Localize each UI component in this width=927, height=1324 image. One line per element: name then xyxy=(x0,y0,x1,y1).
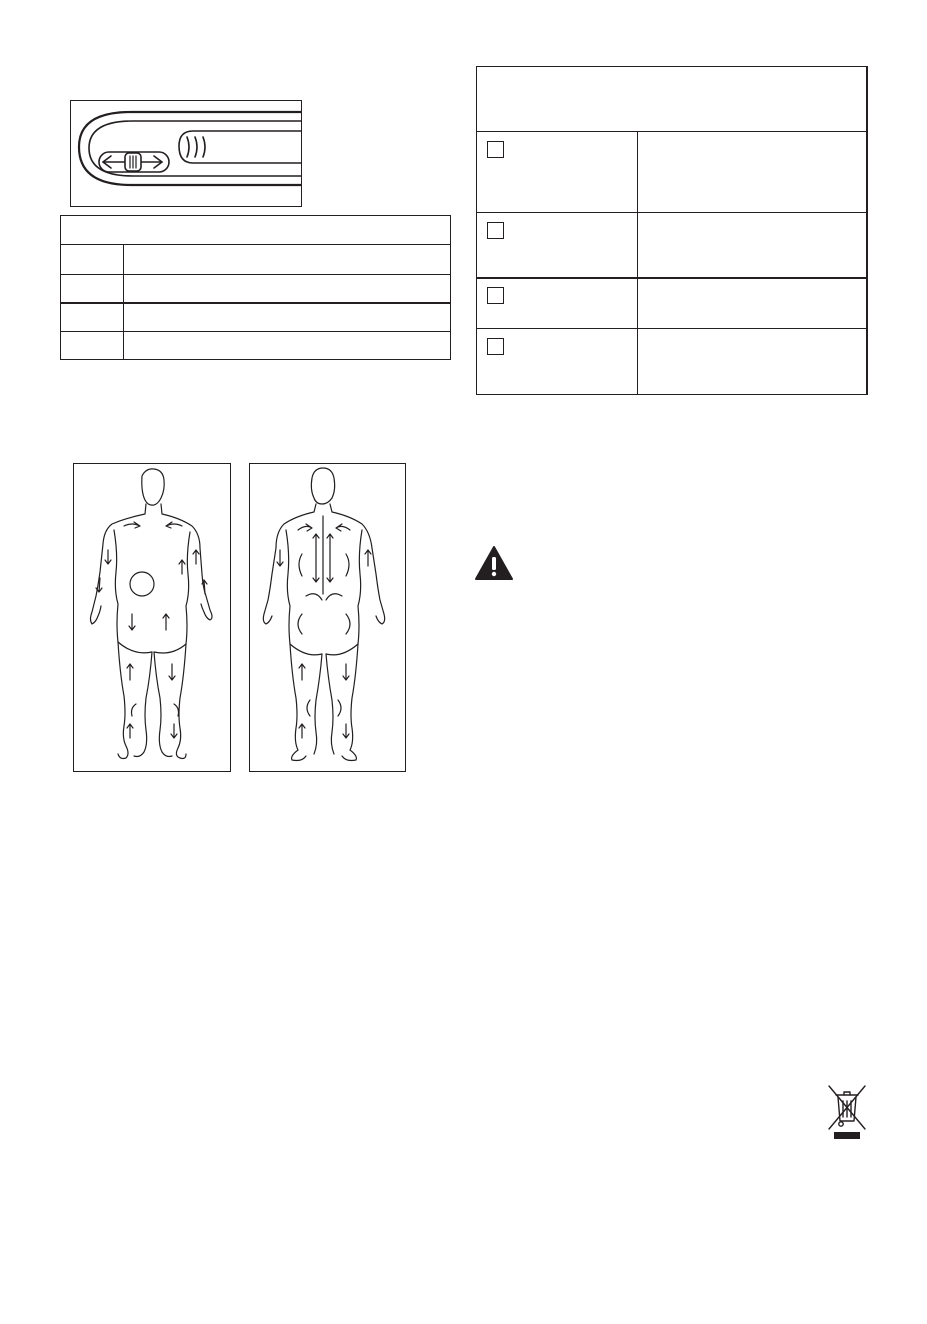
body-front-massage-diagram xyxy=(74,464,230,771)
body-back-diagram xyxy=(249,463,406,772)
speed-table-row-divider xyxy=(60,331,451,332)
body-front-diagram xyxy=(73,463,231,772)
body-back-massage-diagram xyxy=(250,464,405,771)
attachment-table-row-divider xyxy=(476,277,868,279)
slider-switch-illustration xyxy=(70,100,302,207)
speed-table xyxy=(60,215,451,360)
speed-table-row-divider xyxy=(60,302,451,304)
weee-icon-wrapper xyxy=(826,1083,868,1141)
speed-table-column-divider xyxy=(123,244,124,360)
attachment-table-row-divider xyxy=(476,212,868,213)
warning-icon-wrapper xyxy=(474,545,514,581)
attachment-checkbox xyxy=(487,287,504,304)
attachment-table xyxy=(476,66,868,395)
attachment-checkbox xyxy=(487,222,504,239)
speed-table-row-divider xyxy=(60,274,451,275)
attachment-checkbox xyxy=(487,338,504,355)
speed-table-header-divider xyxy=(60,244,451,245)
attachment-table-header-divider xyxy=(476,131,868,132)
attachment-table-column-divider xyxy=(637,131,638,395)
attachment-checkbox xyxy=(487,141,504,158)
slider-switch-icon xyxy=(71,101,301,206)
attachment-table-row-divider xyxy=(476,328,868,329)
warning-triangle-icon xyxy=(474,545,514,581)
crossed-out-wheelie-bin-icon xyxy=(826,1083,868,1141)
